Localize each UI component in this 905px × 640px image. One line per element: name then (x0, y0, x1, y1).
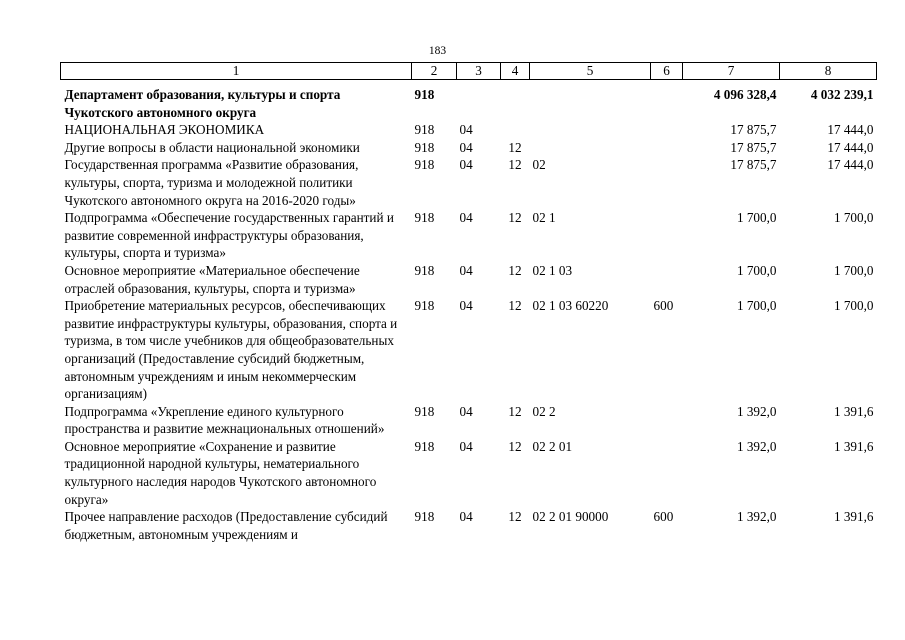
row-code-2: 918 (414, 438, 435, 454)
row-code-2: 918 (414, 262, 435, 278)
table-row (61, 80, 877, 122)
row-code-3: 04 (459, 298, 473, 314)
row-amount-8: 1 391,6 (833, 509, 874, 525)
row-amount-8: 17 444,0 (827, 139, 874, 155)
row-code-3 (457, 80, 501, 122)
row-code-4: 12 (508, 403, 522, 419)
row-amount-7: 1 392,0 (736, 509, 777, 525)
row-code-5: 02 2 (532, 403, 556, 419)
table-row (61, 209, 877, 262)
row-code-5 (530, 139, 651, 157)
row-code-4 (501, 80, 530, 122)
row-code-4: 12 (508, 139, 522, 155)
row-code-3: 04 (459, 157, 473, 173)
row-code-3: 04 (459, 139, 473, 155)
row-code-6 (651, 80, 683, 122)
table-row (61, 121, 877, 139)
row-amount-8: 1 700,0 (833, 298, 874, 314)
row-code-6 (651, 139, 683, 157)
page-number: 183 (428, 45, 447, 57)
row-code-6 (651, 121, 683, 139)
column-header-2: 2 (412, 63, 457, 80)
table-header (61, 63, 877, 80)
row-amount-7: 1 392,0 (736, 403, 777, 419)
row-amount-8: 1 700,0 (833, 262, 874, 278)
row-amount-8: 4 032 239,1 (810, 87, 874, 102)
row-amount-8: 1 391,6 (833, 403, 874, 419)
table-row (61, 508, 877, 543)
row-code-5: 02 1 03 (532, 262, 573, 278)
row-code-2: 918 (414, 139, 435, 155)
row-code-5 (530, 121, 651, 139)
row-code-2: 918 (414, 210, 435, 226)
row-code-6: 600 (653, 298, 674, 314)
row-code-4: 12 (508, 262, 522, 278)
budget-table (60, 62, 877, 543)
row-name: Подпрограмма «Обеспечение государственных гарантий и развитие современной инфраструктуры образования, культуры, спорта и туризма» (64, 210, 394, 261)
row-code-6 (651, 209, 683, 262)
row-code-6: 600 (653, 509, 674, 525)
row-code-3: 04 (459, 438, 473, 454)
row-amount-7: 1 700,0 (736, 262, 777, 278)
row-code-2: 918 (414, 87, 435, 102)
row-amount-8: 17 444,0 (827, 122, 874, 138)
table-row (61, 139, 877, 157)
row-name: НАЦИОНАЛЬНАЯ ЭКОНОМИКА (64, 122, 265, 138)
row-code-6 (651, 438, 683, 508)
row-name: Подпрограмма «Укрепление единого культурного пространства и развитие межнациональных отношений» (64, 403, 385, 437)
row-name: Другие вопросы в области национальной экономики (64, 139, 360, 155)
row-amount-7: 17 875,7 (730, 122, 777, 138)
table-row (61, 262, 877, 297)
row-code-2: 918 (414, 509, 435, 525)
row-code-6 (651, 403, 683, 438)
table-row (61, 403, 877, 438)
table-body (61, 80, 877, 544)
row-code-2: 918 (414, 403, 435, 419)
row-code-4 (501, 121, 530, 139)
row-amount-7: 17 875,7 (730, 157, 777, 173)
row-code-3: 04 (459, 210, 473, 226)
row-code-3: 04 (459, 122, 473, 138)
row-code-2: 918 (414, 157, 435, 173)
row-name: Государственная программа «Развитие образования, культуры, спорта, туризма и молодежной политики Чукотского автономного округа на 2016-2020 годы» (64, 157, 359, 208)
table-row (61, 297, 877, 403)
column-header-1: 1 (61, 63, 412, 80)
column-header-5: 5 (530, 63, 651, 80)
row-code-5: 02 (532, 157, 546, 173)
row-code-5 (530, 80, 651, 122)
row-code-4: 12 (508, 210, 522, 226)
row-code-6 (651, 262, 683, 297)
row-code-2: 918 (414, 298, 435, 314)
row-amount-7: 4 096 328,4 (713, 87, 777, 102)
row-name: Основное мероприятие «Сохранение и развитие традиционной народной культуры, нематериального культурного наследия народов Чукотского автономного округа» (64, 438, 377, 507)
row-code-3: 04 (459, 262, 473, 278)
column-header-3: 3 (457, 63, 501, 80)
row-amount-7: 1 700,0 (736, 210, 777, 226)
row-amount-7: 1 700,0 (736, 298, 777, 314)
row-name: Приобретение материальных ресурсов, обеспечивающих развитие инфраструктуры культуры, образования, спорта и туризма, в том числе учебников для общеобразовательных организаций (Предоставление субсидий бюджетным, автономным учреждениям и иным некоммерческим организациям) (64, 298, 398, 402)
row-code-4: 12 (508, 157, 522, 173)
column-header-4: 4 (501, 63, 530, 80)
row-amount-8: 1 700,0 (833, 210, 874, 226)
row-code-5: 02 1 (532, 210, 556, 226)
row-code-3: 04 (459, 403, 473, 419)
row-code-5: 02 1 03 60220 (532, 298, 609, 314)
row-code-4: 12 (508, 298, 522, 314)
row-amount-8: 17 444,0 (827, 157, 874, 173)
column-header-6: 6 (651, 63, 683, 80)
row-code-6 (651, 156, 683, 209)
row-code-5: 02 2 01 90000 (532, 509, 609, 525)
table-row (61, 438, 877, 508)
row-amount-8: 1 391,6 (833, 438, 874, 454)
row-name: Прочее направление расходов (Предоставление субсидий бюджетным, автономным учреждениям и (64, 509, 388, 542)
table-row (61, 156, 877, 209)
row-name: Департамент образования, культуры и спорта Чукотского автономного округа (64, 87, 341, 120)
row-code-3: 04 (459, 509, 473, 525)
row-code-4: 12 (508, 509, 522, 525)
column-number-row (61, 63, 877, 80)
column-header-7: 7 (683, 63, 780, 80)
column-header-8: 8 (780, 63, 877, 80)
row-code-4: 12 (508, 438, 522, 454)
row-name: Основное мероприятие «Материальное обеспечение отраслей образования, культуры, спорта и туризма» (64, 262, 360, 296)
row-amount-7: 1 392,0 (736, 438, 777, 454)
row-code-5: 02 2 01 (532, 438, 573, 454)
row-code-2: 918 (414, 122, 435, 138)
row-amount-7: 17 875,7 (730, 139, 777, 155)
